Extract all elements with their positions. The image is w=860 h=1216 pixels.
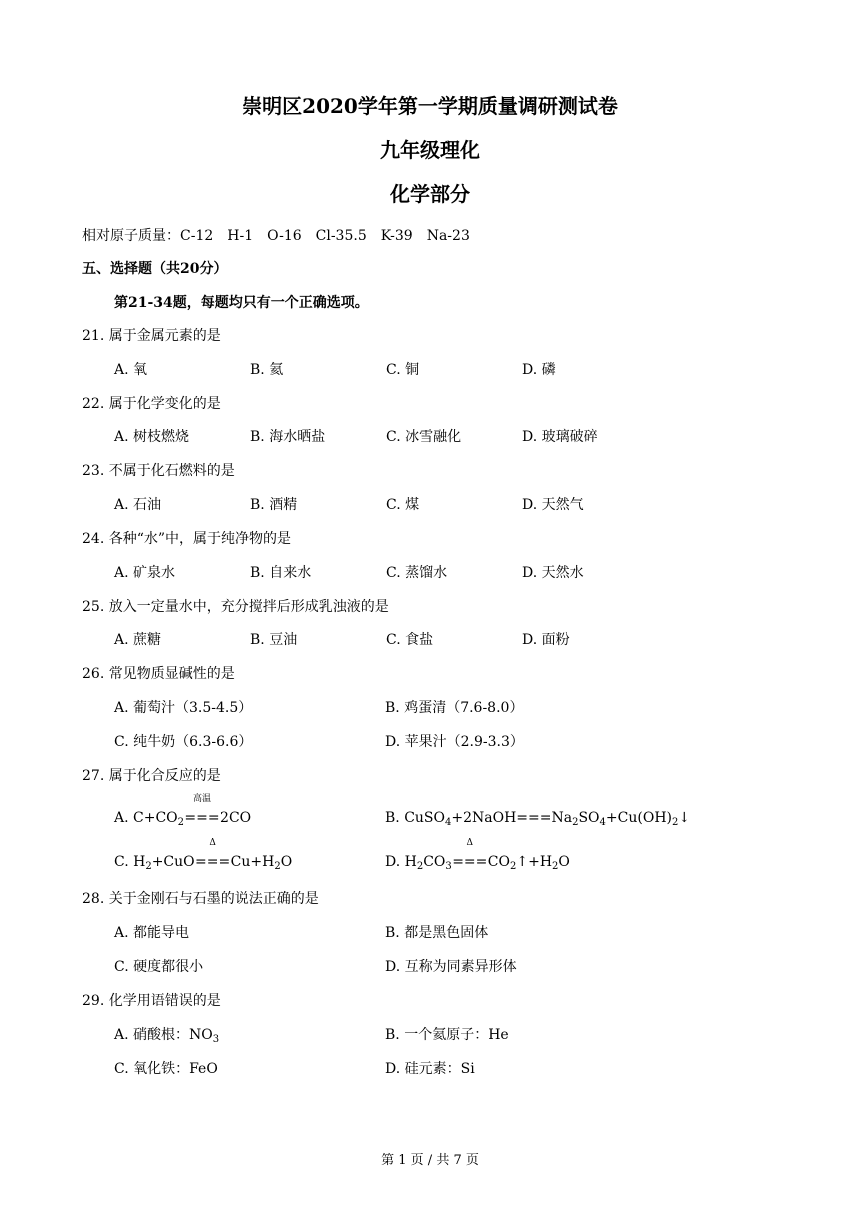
question-stem: 25. 放入一定量水中，充分搅拌后形成乳浊液的是	[82, 599, 389, 615]
equation-b: B. $CuSO_4+2NaOH===Na_2SO_4+Cu(OH)_2↓$	[385, 810, 691, 828]
option-d: D. 玻璃破碎	[522, 429, 598, 445]
question-stem: 24. 各种“水”中，属于纯净物的是	[82, 531, 292, 547]
question-stem: 23. 不属于化石燃料的是	[82, 463, 235, 479]
option-d: D. 面粉	[522, 632, 570, 648]
option-c: C. 氧化铁：FeO	[114, 1061, 218, 1077]
exam-title: 崇明区2020学年第一学期质量调研测试卷	[242, 94, 618, 118]
option-c: C. 食盐	[386, 632, 434, 648]
question-stem: 21. 属于金属元素的是	[82, 328, 221, 344]
option-a: A. 蔗糖	[114, 632, 162, 648]
option-b: B. 鸡蛋清（7.6-8.0）	[385, 700, 524, 716]
condition-label: Δ	[466, 838, 474, 848]
question-stem: 27. 属于化合反应的是	[82, 768, 221, 784]
option-b: B. 豆油	[250, 632, 298, 648]
option-b: B. 一个氦原子：He	[385, 1027, 509, 1043]
question-stem: 26. 常见物质显碱性的是	[82, 666, 235, 682]
option-a: A. 石油	[114, 497, 162, 513]
equation-c: C. $H_2+CuO$ Δ $===Cu+H_2O$	[114, 838, 293, 872]
option-b: B. 自来水	[250, 565, 312, 581]
option-d: D. 天然水	[522, 565, 584, 581]
option-c: C. 铜	[386, 362, 420, 378]
option-a: A. 矿泉水	[114, 565, 176, 581]
condition-label: Δ	[209, 838, 216, 848]
option-c: C. 蒸馏水	[386, 565, 448, 581]
equation-a: A. $C+CO_2$ 高温 ===2CO	[114, 794, 252, 828]
option-d: D. 苹果汁（2.9-3.3）	[385, 734, 524, 750]
exam-part: 化学部分	[390, 182, 470, 206]
option-c: C. 硬度都很小	[114, 959, 204, 975]
option-a: A. 硝酸根：$NO_3$	[114, 1027, 220, 1045]
section-title: 五、选择题（共20分）	[82, 261, 228, 277]
option-d: D. 天然气	[522, 497, 584, 513]
question-stem: 22. 属于化学变化的是	[82, 396, 221, 412]
page-footer: 第 1 页 / 共 7 页	[381, 1153, 479, 1168]
option-d: D. 硅元素：Si	[385, 1061, 475, 1077]
section-instruction: 第21-34题，每题均只有一个正确选项。	[114, 295, 369, 311]
question-stem: 28. 关于金刚石与石墨的说法正确的是	[82, 891, 319, 907]
option-d: D. 互称为同素异形体	[385, 959, 517, 975]
question-stem: 29. 化学用语错误的是	[82, 993, 221, 1009]
equation-d: D. $H_2CO_3$ Δ $===CO_2↑+H_2O$	[385, 838, 570, 872]
option-b: B. 酒精	[250, 497, 298, 513]
atomic-masses: 相对原子质量：C-12 H-1 O-16 Cl-35.5 K-39 Na-23	[82, 228, 470, 244]
option-d: D. 磷	[522, 362, 556, 378]
option-b: B. 都是黑色固体	[385, 925, 489, 941]
option-c: C. 纯牛奶（6.3-6.6）	[114, 734, 253, 750]
condition-label: 高温	[193, 794, 212, 804]
option-b: B. 氦	[250, 362, 284, 378]
option-c: C. 煤	[386, 497, 420, 513]
option-a: A. 都能导电	[114, 925, 190, 941]
option-c: C. 冰雪融化	[386, 429, 462, 445]
option-b: B. 海水晒盐	[250, 429, 326, 445]
exam-subtitle: 九年级理化	[380, 138, 480, 162]
option-a: A. 葡萄汁（3.5-4.5）	[114, 700, 253, 716]
option-a: A. 氧	[114, 362, 148, 378]
option-a: A. 树枝燃烧	[114, 429, 190, 445]
